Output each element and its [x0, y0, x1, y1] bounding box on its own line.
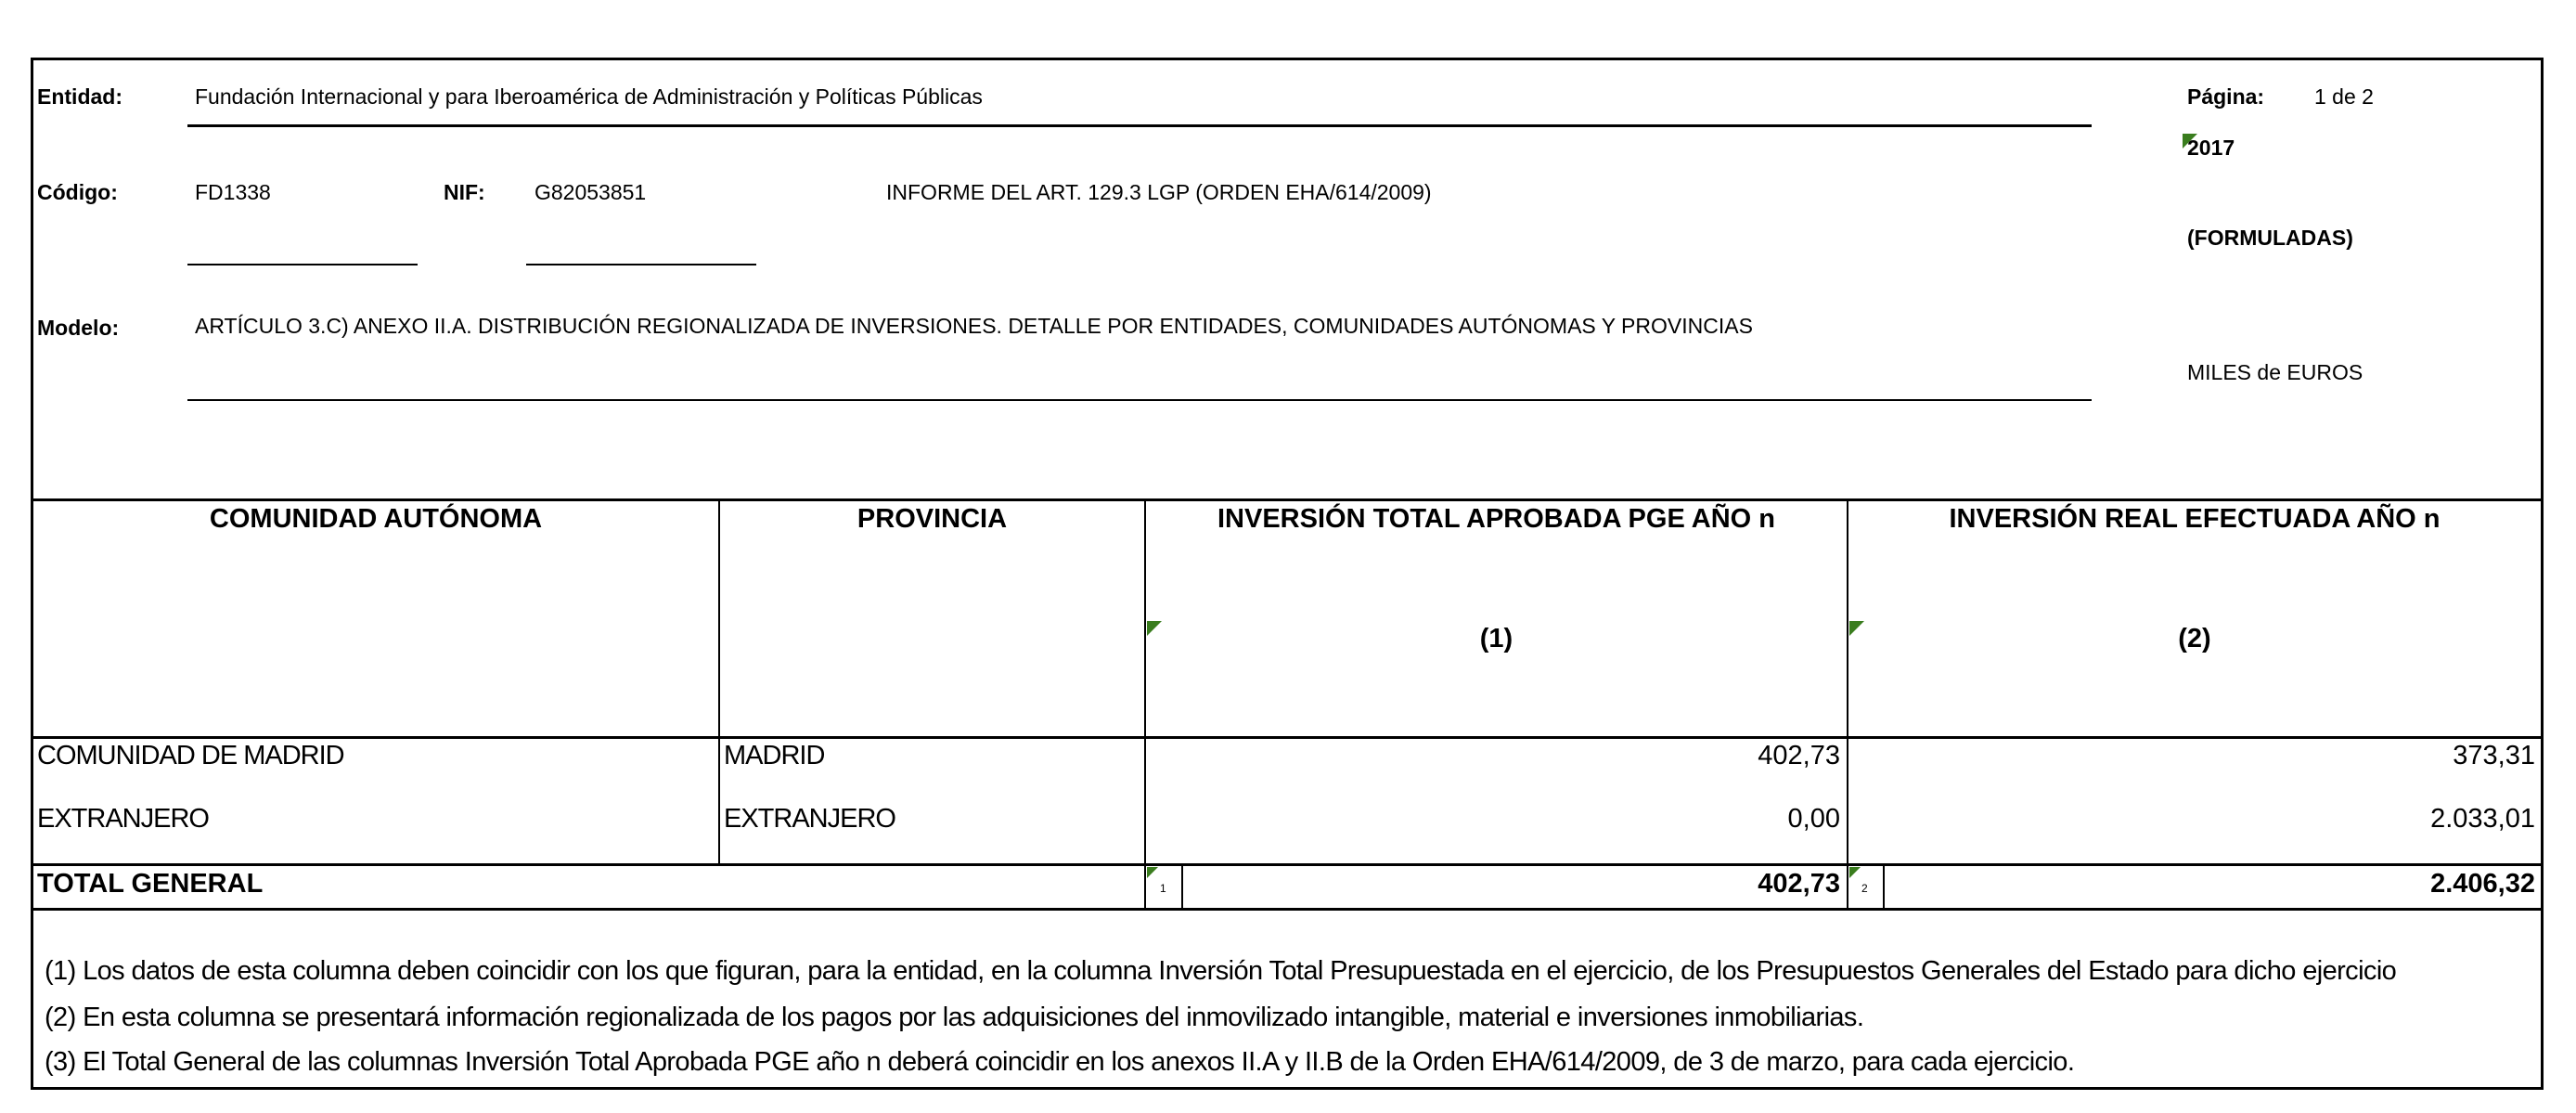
total-bottom-border	[31, 908, 2544, 911]
entidad-label: Entidad:	[37, 84, 122, 109]
col-divider-1	[718, 498, 720, 865]
codigo-underline	[187, 264, 418, 265]
informe-title: INFORME DEL ART. 129.3 LGP (ORDEN EHA/614/2009)	[886, 180, 1432, 204]
codigo-value: FD1338	[195, 180, 271, 204]
entidad-value: Fundación Internacional y para Iberoamérica de Administración y Políticas Públicas	[195, 84, 983, 109]
nif-underline	[526, 264, 756, 265]
comment-marker-icon	[1849, 867, 1861, 878]
total-marker-1: 1	[1160, 882, 1166, 895]
col-header-provincia: PROVINCIA	[857, 504, 1008, 534]
year-label: 2017	[2187, 136, 2235, 160]
total-marker-2: 2	[1861, 882, 1868, 895]
total-marker-divider-1	[1181, 865, 1183, 910]
pagina-label: Página:	[2187, 84, 2265, 109]
col-ref-1: (1)	[1479, 624, 1513, 654]
table-row-1-comunidad: COMUNIDAD DE MADRID	[37, 741, 344, 770]
total-top-border	[31, 863, 2544, 866]
entidad-underline	[187, 124, 2092, 127]
col-header-inversion-aprobada: INVERSIÓN TOTAL APROBADA PGE AÑO n	[1217, 504, 1775, 534]
pagina-value: 1 de 2	[2314, 84, 2374, 109]
modelo-value: ARTÍCULO 3.C) ANEXO II.A. DISTRIBUCIÓN REGIONALIZADA DE INVERSIONES. DETALLE POR ENTIDADES, COMUNIDADES AUTÓNOMAS Y PROVINCIAS	[195, 314, 1753, 338]
table-row-2-aprobada: 0,00	[1787, 804, 1840, 834]
footnote-3: (3) El Total General de las columnas Inversión Total Aprobada PGE año n deberá coincidir en los anexos II.A y II.B de la Orden EHA/614/2009, de 3 de marzo, para cada ejercicio.	[45, 1047, 2075, 1077]
col-header-inversion-efectuada: INVERSIÓN REAL EFECTUADA AÑO n	[1949, 504, 2441, 534]
report-frame	[31, 58, 2544, 1090]
footnote-1: (1) Los datos de esta columna deben coincidir con los que figuran, para la entidad, en la columna Inversión Total Presupuestada en el ejercicio, de los Presupuestos Generales del Estado para dicho ejercicio	[45, 956, 2397, 986]
table-row-1-aprobada: 402,73	[1758, 741, 1840, 770]
table-row-1-provincia: MADRID	[724, 741, 825, 770]
nif-value: G82053851	[535, 180, 647, 204]
table-top-border	[31, 498, 2544, 501]
nif-label: NIF:	[444, 180, 485, 204]
col-divider-2	[1144, 498, 1146, 911]
comment-marker-icon	[1147, 867, 1158, 878]
col-header-comunidad: COMUNIDAD AUTÓNOMA	[209, 504, 543, 534]
codigo-label: Código:	[37, 180, 118, 204]
formuladas-label: (FORMULADAS)	[2187, 226, 2353, 250]
units-label: MILES de EUROS	[2187, 360, 2363, 384]
table-row-1-efectuada: 373,31	[2453, 741, 2535, 770]
table-header-bottom-border	[31, 736, 2544, 739]
modelo-underline	[187, 399, 2092, 401]
col-ref-2: (2)	[2178, 624, 2211, 654]
total-marker-divider-2	[1883, 865, 1885, 910]
modelo-label: Modelo:	[37, 316, 120, 340]
table-row-2-comunidad: EXTRANJERO	[37, 804, 209, 834]
table-row-2-efectuada: 2.033,01	[2430, 804, 2535, 834]
total-aprobada: 402,73	[1758, 869, 1840, 899]
total-efectuada: 2.406,32	[2430, 869, 2535, 899]
col-divider-3	[1847, 498, 1848, 911]
footnote-2: (2) En esta columna se presentará información regionalizada de los pagos por las adquisiciones del inmovilizado intangible, material e inversiones inmobiliarias.	[45, 1003, 1864, 1032]
table-row-2-provincia: EXTRANJERO	[724, 804, 895, 834]
total-general-label: TOTAL GENERAL	[37, 869, 264, 899]
